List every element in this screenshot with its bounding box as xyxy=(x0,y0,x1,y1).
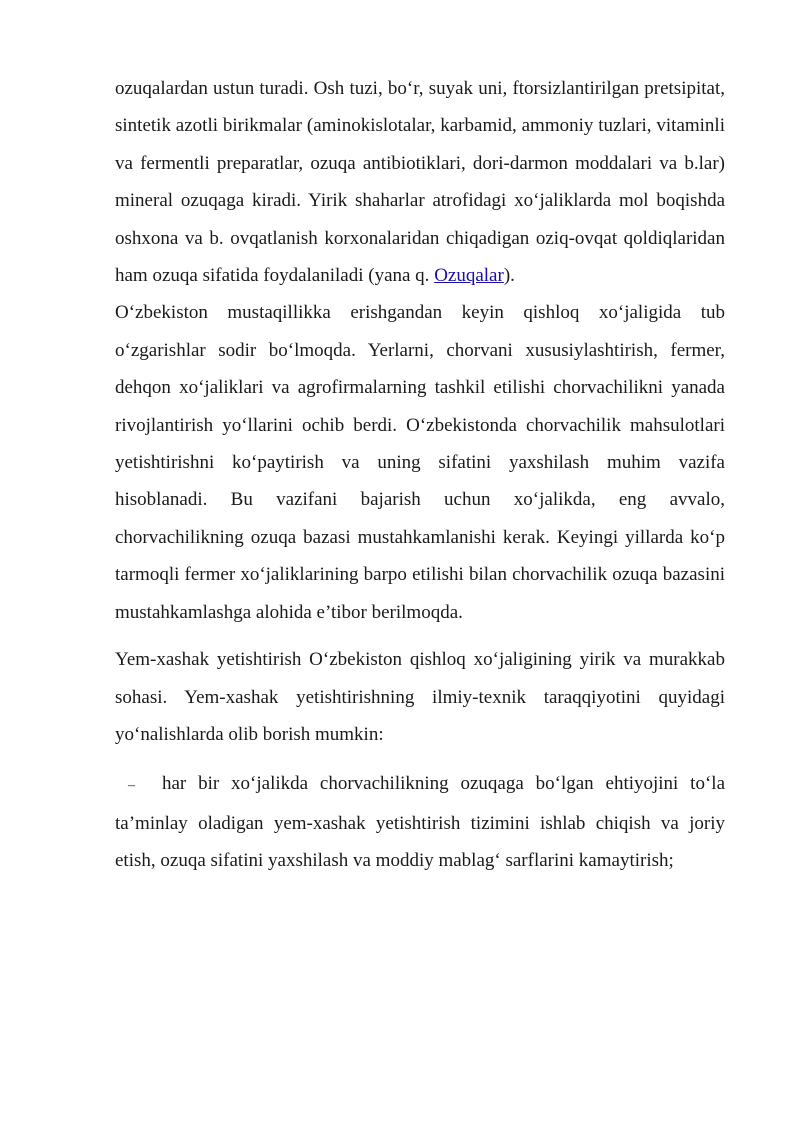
document-page xyxy=(115,70,725,880)
paragraph-independence-reforms: O‘zbekiston mustaqillikka erishgandan keyin qishloq xo‘jaligida tub o‘zgarishlar sodir bo‘lmoqda. Yerlarni, chorvani xususiylashtirish, fermer, dehqon xo‘jaliklari va agrofirmalarning tashkil etilishi chorvachilikni yanada rivojlantirish yo‘llarini ochib berdi. O‘zbekistonda chorvachilik mahsulotlari yetishtirishni ko‘paytirish va uning sifatini yaxshilash muhim vazifa hisoblanadi. Bu vazifani bajarish uchun xo‘jalikda, eng avvalo, chorvachilikning ozuqa bazasi mustahkamlanishi kerak. Keyingi yillarda ko‘p tarmoqli fermer xo‘jaliklarining barpo etilishi bilan chorvachilik ozuqa bazasini mustahkamlashga alohida e’tibor berilmoqda. xyxy=(115,302,725,623)
paragraph-mineral-feed xyxy=(115,70,725,294)
paragraph-text: ozuqalardan ustun turadi. Osh tuzi, bo‘r, suyak uni, ftorsizlantirilgan pretsipitat, sintetik azotli birikmalar (aminokislotalar, karbamid, ammoniy tuzlari, vitaminli va fermentli preparatlar, ozuqa antibiotiklari, dori-darmon moddalari va b.lar) mineral ozuqaga kiradi. Yirik shaharlar atrofidagi xo‘jaliklarda mol boqishda oshxona va b. ovqatlanish korxonalaridan chiqadigan oziq-ovqat qoldiqlaridan ham ozuqa sifatida foydalaniladi (yana q. xyxy=(115,78,725,287)
ozuqalar-link[interactable]: Ozuqalar xyxy=(434,265,504,287)
dash-bullet-icon: – xyxy=(128,778,135,794)
bullet-item xyxy=(115,765,725,879)
paragraph-fodder-production: Yem-xashak yetishtirish O‘zbekiston qishloq xo‘jaligining yirik va murakkab sohasi. Yem-xashak yetishtirishning ilmiy-texnik taraqqiyotini quyidagi yo‘nalishlarda olib borish mumkin: xyxy=(115,649,725,745)
bullet-text: har bir xo‘jalikda chorvachilikning ozuqaga bo‘lgan ehtiyojini to‘la ta’minlay oladigan yem-xashak yetishtirish tizimini ishlab chiqish va joriy etish, ozuqa sifatini yaxshilash va moddiy mablag‘ sarflarini kamaytirish; xyxy=(115,773,725,872)
paragraph-tail: ). xyxy=(503,265,515,287)
